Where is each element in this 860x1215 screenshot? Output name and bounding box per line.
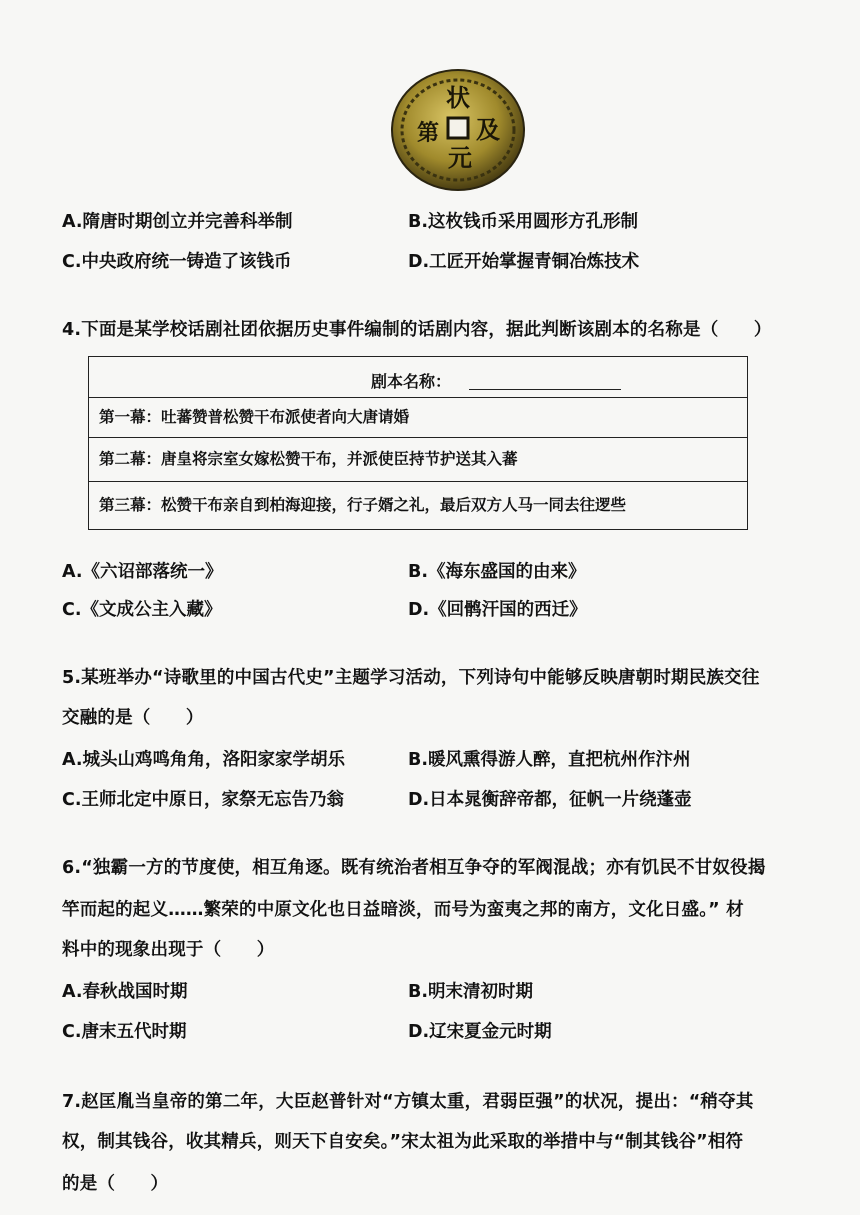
q6-stem-line-2: 竿而起的起义……繁荣的中原文化也日益暗淡，而号为蛮夷之邦的南方，文化日盛。” 材: [62, 900, 744, 920]
q5-stem-line-1: 5.某班举办“诗歌里的中国古代史”主题学习活动，下列诗句中能够反映唐朝时期民族交往: [62, 668, 760, 688]
q5-stem-line-2: 交融的是（ ）: [62, 708, 204, 728]
script-title-row: [89, 357, 747, 397]
q4-option-b: B.《海东盛国的由来》: [408, 562, 586, 582]
coin-char-left: 第: [416, 120, 440, 146]
script-row-2: 第二幕：唐皇将宗室女嫁松赞干布，并派使臣持节护送其入蕃: [89, 437, 747, 481]
q6-option-c: C.唐末五代时期: [62, 1022, 187, 1042]
q3-option-c: C.中央政府统一铸造了该钱币: [62, 252, 292, 272]
coin-char-top: 状: [446, 83, 470, 112]
q4-stem: 4.下面是某学校话剧社团依据历史事件编制的话剧内容，据此判断该剧本的名称是（ ）: [62, 320, 772, 340]
q5-option-b: B.暖风熏得游人醉，直把杭州作汴州: [408, 750, 691, 770]
script-row-1: 第一幕：吐蕃赞普松赞干布派使者向大唐请婚: [89, 397, 747, 437]
q4-option-a: A.《六诏部落统一》: [62, 562, 223, 582]
q5-option-a: A.城头山鸡鸣角角，洛阳家家学胡乐: [62, 750, 346, 770]
script-title-label: 剧本名称：: [371, 372, 452, 391]
q3-option-d: D.工匠开始掌握青铜冶炼技术: [408, 252, 640, 272]
q6-option-d: D.辽宋夏金元时期: [408, 1022, 552, 1042]
q6-stem-line-3: 料中的现象出现于（ ）: [62, 940, 275, 960]
q6-stem-line-1: 6.“独霸一方的节度使，相互角逐。既有统治者相互争夺的军阀混战；亦有饥民不甘奴役揭: [62, 858, 766, 878]
q6-option-b: B.明末清初时期: [408, 982, 533, 1002]
q7-stem-line-3: 的是（ ）: [62, 1174, 169, 1194]
script-title-blank: [469, 389, 621, 390]
q7-stem-line-2: 权，制其钱谷，收其精兵，则天下自安矣。”宋太祖为此采取的举措中与“制其钱谷”相符: [62, 1132, 744, 1152]
q4-option-d: D.《回鹘汗国的西迁》: [408, 600, 587, 620]
script-table: [88, 356, 748, 530]
q5-option-d: D.日本晁衡辞帝都，征帆一片绕蓬壶: [408, 790, 692, 810]
coin-image: [390, 62, 526, 198]
q4-option-c: C.《文成公主入藏》: [62, 600, 222, 620]
q5-option-c: C.王师北定中原日，家祭无忘告乃翁: [62, 790, 344, 810]
script-row-3: 第三幕：松赞干布亲自到柏海迎接，行子婿之礼，最后双方人马一同去往逻些: [89, 481, 747, 529]
q3-option-b: B.这枚钱币采用圆形方孔形制: [408, 212, 638, 232]
coin-char-right: 及: [476, 115, 500, 144]
q6-option-a: A.春秋战国时期: [62, 982, 188, 1002]
q7-stem-line-1: 7.赵匡胤当皇帝的第二年，大臣赵普针对“方镇太重，君弱臣强”的状况，提出：“稍夺其: [62, 1092, 754, 1112]
coin-char-bottom: 元: [448, 143, 472, 172]
q3-option-a: A.隋唐时期创立并完善科举制: [62, 212, 293, 232]
